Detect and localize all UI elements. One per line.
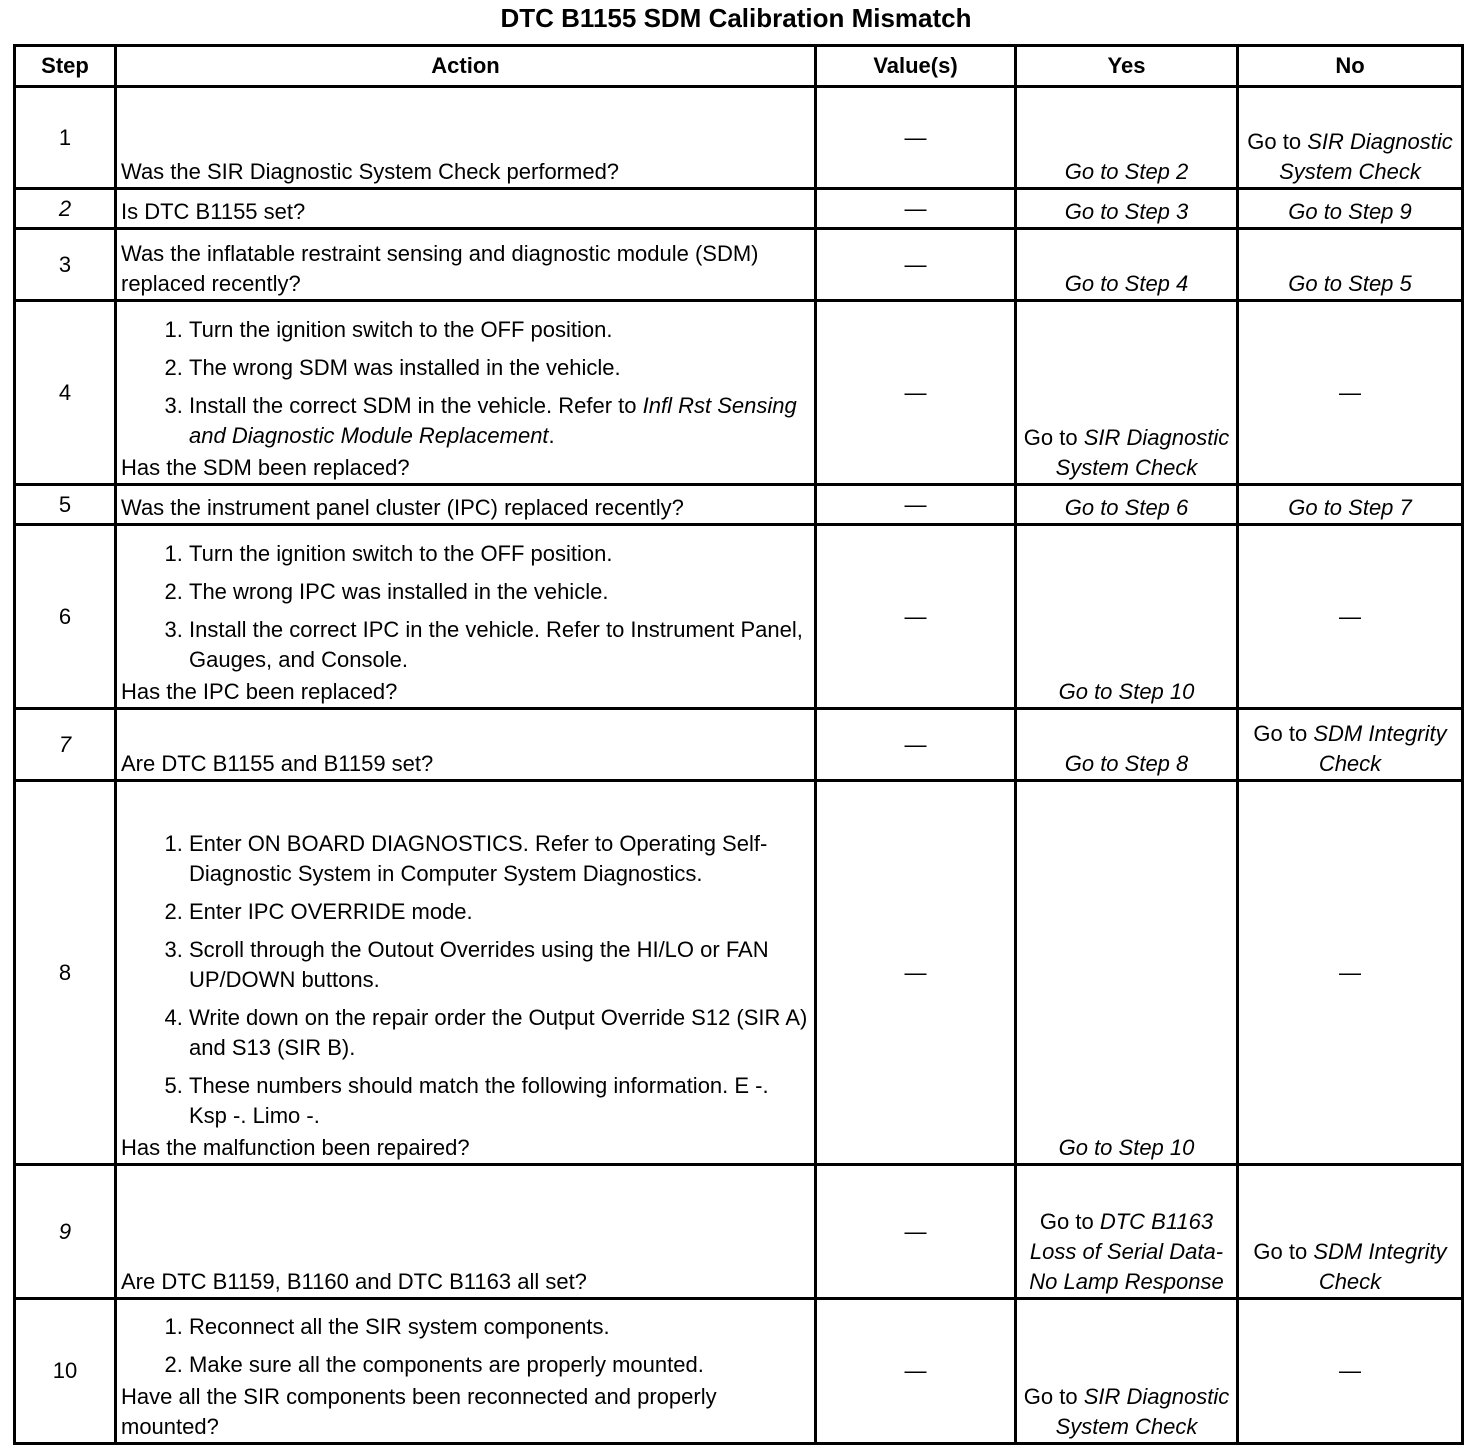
value-cell: — xyxy=(816,525,1016,709)
step-number: 1 xyxy=(15,87,116,189)
table-row xyxy=(15,485,1463,525)
value-cell: — xyxy=(816,189,1016,229)
yes-prefix: Go to xyxy=(1039,1209,1094,1234)
action-question: Are DTC B1155 and B1159 set? xyxy=(121,751,434,776)
action-question: Has the IPC been replaced? xyxy=(121,679,398,704)
action-question: Has the malfunction been repaired? xyxy=(121,1135,470,1160)
no-link[interactable]: Go to Step 5 xyxy=(1288,271,1412,296)
action-question: Is DTC B1155 set? xyxy=(121,199,306,224)
yes-link[interactable]: Go to Step 2 xyxy=(1064,159,1189,184)
header-no: No xyxy=(1238,46,1463,87)
table-row xyxy=(15,229,1463,301)
instruction-text: Install the correct SDM in the vehicle. Refer to xyxy=(189,393,643,418)
value-cell: — xyxy=(816,301,1016,485)
action-cell xyxy=(116,301,816,485)
yes-link[interactable]: DTC B1163 Loss of Serial Data-No Lamp Response xyxy=(1029,1209,1224,1294)
yes-cell xyxy=(1016,1299,1238,1444)
no-cell xyxy=(1238,87,1463,189)
action-question: Has the SDM been replaced? xyxy=(121,455,410,480)
instruction-item: 3. Install the correct IPC in the vehicle. Refer to Instrument Panel, Gauges, and Console. xyxy=(189,615,810,675)
action-question: Have all the SIR components been reconnected and properly mounted? xyxy=(121,1384,717,1439)
header-action: Action xyxy=(116,46,816,87)
header-yes: Yes xyxy=(1016,46,1238,87)
instruction-item: 2. The wrong SDM was installed in the vehicle. xyxy=(189,353,810,383)
instruction-item: 2. Make sure all the components are properly mounted. xyxy=(189,1350,810,1380)
yes-link[interactable]: Go to Step 3 xyxy=(1064,199,1189,224)
page-title: DTC B1155 SDM Calibration Mismatch xyxy=(500,3,972,33)
step-number: 8 xyxy=(15,781,116,1165)
value-cell: — xyxy=(816,485,1016,525)
instruction-item: 2. The wrong IPC was installed in the vehicle. xyxy=(189,577,810,607)
instruction-item xyxy=(189,391,810,451)
yes-cell xyxy=(1016,485,1238,525)
no-cell: — xyxy=(1238,1299,1463,1444)
yes-link[interactable]: Go to Step 4 xyxy=(1064,271,1189,296)
value-cell: — xyxy=(816,229,1016,301)
no-link[interactable]: Go to Step 7 xyxy=(1288,495,1412,520)
no-prefix: Go to xyxy=(1247,129,1302,154)
step-number: 10 xyxy=(15,1299,116,1444)
yes-cell xyxy=(1016,189,1238,229)
step-number: 7 xyxy=(15,709,116,781)
reference-link[interactable]: Infl Rst Sensing and Diagnostic Module Replacement xyxy=(189,393,797,448)
instruction-item: 4. Write down on the repair order the Output Override S12 (SIR A) and S13 (SIR B). xyxy=(189,1003,810,1063)
table-row xyxy=(15,189,1463,229)
value-cell: — xyxy=(816,709,1016,781)
no-cell: — xyxy=(1238,525,1463,709)
instruction-item: 1. Reconnect all the SIR system components. xyxy=(189,1312,810,1342)
instruction-item: 2. Enter IPC OVERRIDE mode. xyxy=(189,897,810,927)
yes-cell xyxy=(1016,781,1238,1165)
no-cell xyxy=(1238,485,1463,525)
yes-link[interactable]: Go to Step 8 xyxy=(1064,751,1189,776)
table-row xyxy=(15,1165,1463,1299)
action-question: Was the instrument panel cluster (IPC) replaced recently? xyxy=(121,495,684,520)
instruction-item: 3. Scroll through the Outout Overrides using the HI/LO or FAN UP/DOWN buttons. xyxy=(189,935,810,995)
table-row xyxy=(15,87,1463,189)
action-question: Was the SIR Diagnostic System Check performed? xyxy=(121,159,620,184)
instruction-list xyxy=(121,1312,810,1380)
action-cell xyxy=(116,485,816,525)
action-question: Are DTC B1159, B1160 and DTC B1163 all set? xyxy=(121,1269,587,1294)
no-link[interactable]: SDM Integrity Check xyxy=(1313,1239,1447,1294)
action-cell xyxy=(116,229,816,301)
yes-prefix: Go to xyxy=(1023,1384,1078,1409)
action-cell xyxy=(116,189,816,229)
table-row xyxy=(15,709,1463,781)
no-cell xyxy=(1238,229,1463,301)
action-cell xyxy=(116,709,816,781)
action-cell xyxy=(116,781,816,1165)
yes-cell xyxy=(1016,229,1238,301)
action-question: Was the inflatable restraint sensing and diagnostic module (SDM) replaced recently? xyxy=(121,241,759,296)
instruction-item: 1. Enter ON BOARD DIAGNOSTICS. Refer to Operating Self-Diagnostic System in Computer System Diagnostics. xyxy=(189,829,810,889)
header-row xyxy=(15,46,1463,87)
value-cell: — xyxy=(816,87,1016,189)
step-number: 2 xyxy=(15,189,116,229)
table-row xyxy=(15,781,1463,1165)
no-cell xyxy=(1238,709,1463,781)
no-cell xyxy=(1238,1165,1463,1299)
header-values: Value(s) xyxy=(816,46,1016,87)
instruction-list xyxy=(121,829,810,1131)
instruction-punct: . xyxy=(548,423,555,448)
instruction-item: 1. Turn the ignition switch to the OFF position. xyxy=(189,539,810,569)
table-row xyxy=(15,1299,1463,1444)
no-prefix: Go to xyxy=(1253,721,1308,746)
no-link[interactable]: SIR Diagnostic System Check xyxy=(1279,129,1453,184)
yes-cell xyxy=(1016,301,1238,485)
yes-prefix: Go to xyxy=(1023,425,1078,450)
yes-cell xyxy=(1016,1165,1238,1299)
action-cell xyxy=(116,1165,816,1299)
no-link[interactable]: Go to Step 9 xyxy=(1288,199,1412,224)
yes-link[interactable]: SIR Diagnostic System Check xyxy=(1055,1384,1230,1439)
value-cell: — xyxy=(816,1299,1016,1444)
yes-link[interactable]: Go to Step 6 xyxy=(1064,495,1189,520)
no-prefix: Go to xyxy=(1253,1239,1308,1264)
yes-link[interactable]: Go to Step 10 xyxy=(1058,1135,1195,1160)
instruction-list xyxy=(121,539,810,675)
instruction-item: 1. Turn the ignition switch to the OFF position. xyxy=(189,315,810,345)
header-step: Step xyxy=(15,46,116,87)
no-cell: — xyxy=(1238,781,1463,1165)
value-cell: — xyxy=(816,781,1016,1165)
step-number: 5 xyxy=(15,485,116,525)
step-number: 3 xyxy=(15,229,116,301)
diagnostic-table xyxy=(13,44,1464,1445)
no-link[interactable]: SDM Integrity Check xyxy=(1313,721,1447,776)
yes-cell xyxy=(1016,709,1238,781)
yes-cell xyxy=(1016,87,1238,189)
step-number: 6 xyxy=(15,525,116,709)
yes-link[interactable]: SIR Diagnostic System Check xyxy=(1055,425,1230,480)
value-cell: — xyxy=(816,1165,1016,1299)
table-row xyxy=(15,301,1463,485)
yes-link[interactable]: Go to Step 10 xyxy=(1058,679,1195,704)
action-cell xyxy=(116,87,816,189)
table-row xyxy=(15,525,1463,709)
no-cell: — xyxy=(1238,301,1463,485)
yes-cell xyxy=(1016,525,1238,709)
instruction-list xyxy=(121,315,810,451)
action-cell xyxy=(116,1299,816,1444)
step-number: 4 xyxy=(15,301,116,485)
instruction-item: 5. These numbers should match the following information. E -. Ksp -. Limo -. xyxy=(189,1071,810,1131)
action-cell xyxy=(116,525,816,709)
no-cell xyxy=(1238,189,1463,229)
step-number: 9 xyxy=(15,1165,116,1299)
